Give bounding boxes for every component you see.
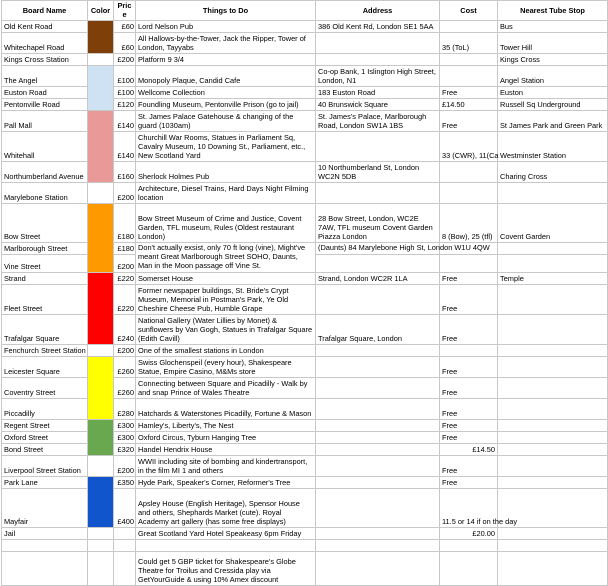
cost-cell[interactable]: 8 (Bow), 25 (tfl) [440, 203, 498, 242]
color-swatch-light-blue[interactable] [88, 65, 114, 110]
board-name-cell[interactable]: Trafalgar Square [2, 314, 88, 344]
cost-cell[interactable]: 35 (ToL) [440, 32, 498, 53]
board-name-cell[interactable]: Pentonville Road [2, 98, 88, 110]
things-cell[interactable]: National Gallery (Water Lillies by Monet) & sunflowers by Van Gogh, Statues in Trafalgar Square (Edith Cavill) [136, 314, 316, 344]
cost-cell[interactable] [440, 182, 498, 203]
tube-cell[interactable]: Charing Cross [498, 161, 608, 182]
table-row [2, 539, 608, 551]
color-swatch-dark-blue[interactable] [88, 476, 114, 527]
table-row [2, 272, 608, 284]
cost-cell[interactable]: £20.00 [440, 527, 498, 539]
cost-cell[interactable] [440, 539, 498, 551]
price-cell[interactable] [114, 539, 136, 551]
cost-cell[interactable]: Free [440, 314, 498, 344]
table-row [2, 455, 608, 476]
things-cell[interactable]: Don't actually exsist, only 70 ft long (vine), Might've meant Great Marlborough Street SOHO, Daunts, Man in the Moon passage off Vine St. [136, 242, 316, 272]
address-cell[interactable] [316, 377, 440, 398]
address-cell[interactable]: 28 Bow Street, London, WC2E 7AW, TFL museum Covent Garden Piazza London [316, 203, 440, 242]
cost-cell[interactable]: £14.50 [440, 98, 498, 110]
address-cell[interactable]: Trafalgar Square, London [316, 314, 440, 344]
header-things: Things to Do [136, 1, 316, 21]
tube-cell[interactable]: Bus [498, 20, 608, 32]
tube-cell[interactable] [498, 242, 608, 254]
price-cell[interactable]: £60 [114, 32, 136, 53]
address-cell[interactable]: (Daunts) 84 Marylebone High St, London W1U 4QW [316, 242, 440, 254]
cost-cell[interactable] [440, 551, 498, 585]
price-cell[interactable]: £140 [114, 131, 136, 161]
things-cell[interactable]: Hyde Park, Speaker's Corner, Reformer's Tree [136, 476, 316, 488]
cost-cell[interactable]: Free [440, 419, 498, 431]
price-cell[interactable]: £300 [114, 431, 136, 443]
board-name-cell[interactable]: Strand [2, 272, 88, 284]
price-cell[interactable]: £300 [114, 419, 136, 431]
cost-cell[interactable] [440, 161, 498, 182]
color-swatch-red[interactable] [88, 272, 114, 344]
price-cell[interactable]: £220 [114, 284, 136, 314]
cost-cell[interactable] [440, 20, 498, 32]
things-cell[interactable]: Former newspaper buildings, St. Bride's Crypt Museum, Memorial in Postman's Park, Ye Old Cheshire Cheese Pub, Humble Grape [136, 284, 316, 314]
things-cell[interactable]: Churchill War Rooms, Statues in Parliament Sq, Cavalry Museum, 10 Downing St., Parliament, etc., New Scotland Yard [136, 131, 316, 161]
price-cell[interactable]: £200 [114, 254, 136, 272]
table-row [2, 203, 608, 242]
header-row [2, 1, 608, 21]
address-cell[interactable] [316, 539, 440, 551]
address-cell[interactable] [316, 443, 440, 455]
tube-cell[interactable]: Kings Cross [498, 53, 608, 65]
price-cell[interactable]: £200 [114, 455, 136, 476]
things-cell[interactable]: WWII including site of bombing and kindertransport, in the film MI 1 and others [136, 455, 316, 476]
cost-cell[interactable]: 11.5 or 14 if on the day [440, 488, 498, 527]
table-row [2, 527, 608, 539]
board-name-cell[interactable]: Whitehall [2, 131, 88, 161]
table-row [2, 476, 608, 488]
color-swatch-yellow[interactable] [88, 356, 114, 419]
cost-cell[interactable]: Free [440, 284, 498, 314]
things-cell[interactable]: Swiss Glochenspeil (every hour), Shakespeare Statue, Empire Casino, M&Ms store [136, 356, 316, 377]
address-cell[interactable] [316, 254, 440, 272]
things-cell[interactable]: St. James Palace Gatehouse & changing of the guard (1030am) [136, 110, 316, 131]
color-swatch-orange[interactable] [88, 203, 114, 272]
price-cell[interactable]: £200 [114, 344, 136, 356]
address-cell[interactable] [316, 488, 440, 527]
color-cell-empty[interactable] [88, 344, 114, 356]
address-cell[interactable]: Co-op Bank, 1 Islington High Street, London, N1 [316, 65, 440, 86]
tube-cell[interactable] [498, 476, 608, 488]
things-cell[interactable]: Apsley House (English Heritage), Spensor House and others, Shephards Market (cute). Royal Academy art gallery (has some free displays) [136, 488, 316, 527]
color-cell-empty[interactable] [88, 551, 114, 585]
things-cell[interactable]: Hamley's, Liberty's, The Nest [136, 419, 316, 431]
tube-cell[interactable]: Temple [498, 272, 608, 284]
table-row [2, 419, 608, 431]
tube-cell[interactable] [498, 344, 608, 356]
address-cell[interactable]: 386 Old Kent Rd, London SE1 5AA [316, 20, 440, 32]
things-cell[interactable]: Could get 5 GBP ticket for Shakespeare's Globe Theatre for Troilus and Cressida play via GetYourGuide & using 10% Amex discount [136, 551, 316, 585]
board-name-cell[interactable]: Bond Street [2, 443, 88, 455]
tube-cell[interactable] [498, 539, 608, 551]
board-name-cell[interactable]: Mayfair [2, 488, 88, 527]
color-cell-empty[interactable] [88, 182, 114, 203]
price-cell[interactable] [114, 551, 136, 585]
color-swatch-brown[interactable] [88, 20, 114, 53]
cost-cell[interactable]: £14.50 [440, 443, 498, 455]
table-row [2, 20, 608, 32]
price-cell[interactable]: £140 [114, 110, 136, 131]
things-cell[interactable]: Platform 9 3/4 [136, 53, 316, 65]
things-cell[interactable]: Architecture, Diesel Trains, Hard Days Night Filming location [136, 182, 316, 203]
color-cell-empty[interactable] [88, 527, 114, 539]
address-cell[interactable]: 40 Brunswick Square [316, 98, 440, 110]
price-cell[interactable]: £200 [114, 53, 136, 65]
tube-cell[interactable]: St James Park and Green Park [498, 110, 608, 131]
things-cell[interactable]: Oxford Circus, Tyburn Hanging Tree [136, 431, 316, 443]
board-name-cell[interactable] [2, 539, 88, 551]
tube-cell[interactable] [498, 443, 608, 455]
price-cell[interactable]: £240 [114, 314, 136, 344]
tube-cell[interactable]: Russell Sq Underground [498, 98, 608, 110]
board-name-cell[interactable]: Pall Mall [2, 110, 88, 131]
cost-cell[interactable]: Free [440, 476, 498, 488]
tube-cell[interactable] [498, 377, 608, 398]
address-cell[interactable] [316, 344, 440, 356]
color-swatch-pink[interactable] [88, 110, 114, 182]
things-cell[interactable]: Somerset House [136, 272, 316, 284]
address-cell[interactable] [316, 32, 440, 53]
board-name-cell[interactable]: Liverpool Street Station [2, 455, 88, 476]
table-row [2, 356, 608, 377]
price-cell[interactable]: £60 [114, 20, 136, 32]
tube-cell[interactable] [498, 455, 608, 476]
cost-cell[interactable]: Free [440, 86, 498, 98]
tube-cell[interactable] [498, 284, 608, 314]
board-name-cell[interactable]: Euston Road [2, 86, 88, 98]
table-row [2, 110, 608, 131]
board-name-cell[interactable]: The Angel [2, 65, 88, 86]
table-row [2, 344, 608, 356]
tube-cell[interactable] [498, 419, 608, 431]
tube-cell[interactable] [498, 527, 608, 539]
price-cell[interactable]: £160 [114, 161, 136, 182]
color-swatch-green[interactable] [88, 419, 114, 455]
address-cell[interactable] [316, 182, 440, 203]
tube-cell[interactable] [498, 398, 608, 419]
price-cell[interactable]: £320 [114, 443, 136, 455]
address-cell[interactable] [316, 398, 440, 419]
header-address: Address [316, 1, 440, 21]
address-cell[interactable] [316, 455, 440, 476]
price-cell[interactable]: £400 [114, 488, 136, 527]
address-cell[interactable] [316, 356, 440, 377]
things-cell[interactable]: Great Scotland Yard Hotel Speakeasy 6pm Friday [136, 527, 316, 539]
board-name-cell[interactable]: Leicester Square [2, 356, 88, 377]
address-cell[interactable] [316, 419, 440, 431]
board-name-cell[interactable] [2, 551, 88, 585]
things-cell[interactable] [136, 539, 316, 551]
tube-cell[interactable] [498, 356, 608, 377]
cost-cell[interactable]: Free [440, 377, 498, 398]
cost-cell[interactable] [440, 53, 498, 65]
things-cell[interactable]: Sherlock Holmes Pub [136, 161, 316, 182]
address-cell[interactable] [316, 476, 440, 488]
things-cell[interactable]: Wellcome Collection [136, 86, 316, 98]
board-name-cell[interactable]: Jail [2, 527, 88, 539]
things-cell[interactable]: All Hallows-by-the-Tower, Jack the Ripper, Tower of London, Tayyabs [136, 32, 316, 53]
header-board-name: Board Name [2, 1, 88, 21]
header-color: Color [88, 1, 114, 21]
board-name-cell[interactable]: Fenchurch Street Station [2, 344, 88, 356]
tube-cell[interactable]: Covent Garden [498, 203, 608, 242]
board-name-cell[interactable]: Marlborough Street [2, 242, 88, 254]
price-cell[interactable]: £120 [114, 98, 136, 110]
cost-cell[interactable] [440, 344, 498, 356]
cost-cell[interactable]: Free [440, 110, 498, 131]
price-cell[interactable]: £280 [114, 398, 136, 419]
address-cell[interactable]: St. James's Palace, Marlborough Road, London SW1A 1BS [316, 110, 440, 131]
board-name-cell[interactable]: Bow Street [2, 203, 88, 242]
header-tube: Nearest Tube Stop [498, 1, 608, 21]
address-cell[interactable]: 10 Northumberland St, London WC2N 5DB [316, 161, 440, 182]
board-name-cell[interactable]: Park Lane [2, 476, 88, 488]
things-cell[interactable]: Monopoly Plaque, Candid Cafe [136, 65, 316, 86]
table-row [2, 182, 608, 203]
price-cell[interactable]: £220 [114, 272, 136, 284]
address-cell[interactable] [316, 551, 440, 585]
tube-cell[interactable]: Angel Station [498, 65, 608, 86]
color-cell-empty[interactable] [88, 53, 114, 65]
cost-cell[interactable]: Free [440, 398, 498, 419]
board-name-cell[interactable]: Marylebone Station [2, 182, 88, 203]
header-cost: Cost [440, 1, 498, 21]
color-cell-empty[interactable] [88, 455, 114, 476]
board-name-cell[interactable]: Vine Street [2, 254, 88, 272]
price-cell[interactable]: £260 [114, 356, 136, 377]
price-cell[interactable]: £200 [114, 182, 136, 203]
board-name-cell[interactable]: Piccadilly [2, 398, 88, 419]
table-row [2, 65, 608, 86]
board-name-cell[interactable]: Kings Cross Station [2, 53, 88, 65]
price-cell[interactable]: £350 [114, 476, 136, 488]
things-cell[interactable]: Handel Hendrix House [136, 443, 316, 455]
tube-cell[interactable] [498, 254, 608, 272]
tube-cell[interactable]: Westminster Station [498, 131, 608, 161]
table-row [2, 53, 608, 65]
board-name-cell[interactable]: Regent Street [2, 419, 88, 431]
board-name-cell[interactable]: Whitechapel Road [2, 32, 88, 53]
price-cell[interactable]: £180 [114, 203, 136, 242]
cost-cell[interactable]: 33 (CWR), 11(Ca [440, 131, 498, 161]
board-name-cell[interactable]: Oxford Street [2, 431, 88, 443]
cost-cell[interactable]: Free [440, 431, 498, 443]
address-cell[interactable] [316, 431, 440, 443]
table-row [2, 551, 608, 585]
price-cell[interactable]: £100 [114, 65, 136, 86]
cost-cell[interactable]: Free [440, 455, 498, 476]
things-cell[interactable]: Lord Nelson Pub [136, 20, 316, 32]
tube-cell[interactable] [498, 551, 608, 585]
price-cell[interactable]: £180 [114, 242, 136, 254]
tube-cell[interactable] [498, 314, 608, 344]
address-cell[interactable] [316, 527, 440, 539]
address-cell[interactable] [316, 53, 440, 65]
price-cell[interactable] [114, 527, 136, 539]
cost-cell[interactable]: Free [440, 356, 498, 377]
price-cell[interactable]: £100 [114, 86, 136, 98]
things-cell[interactable]: Connecting between Square and Picadilly - Walk by and snap Prince of Wales Theatre [136, 377, 316, 398]
tube-cell[interactable]: Tower Hill [498, 32, 608, 53]
tube-cell[interactable] [498, 182, 608, 203]
things-cell[interactable]: Bow Street Museum of Crime and Justice, Covent Garden, TFL museum, Rules (Oldest restaurant London) [136, 203, 316, 242]
color-cell-empty[interactable] [88, 539, 114, 551]
board-name-cell[interactable]: Fleet Street [2, 284, 88, 314]
things-cell[interactable]: Foundling Museum, Pentonville Prison (go to jail) [136, 98, 316, 110]
address-cell[interactable]: 183 Euston Road [316, 86, 440, 98]
tube-cell[interactable] [498, 431, 608, 443]
address-cell[interactable] [316, 284, 440, 314]
attractions-table [1, 0, 608, 586]
tube-cell[interactable]: Euston [498, 86, 608, 98]
board-name-cell[interactable]: Northumberland Avenue [2, 161, 88, 182]
cost-cell[interactable]: Free [440, 272, 498, 284]
price-cell[interactable]: £260 [114, 377, 136, 398]
header-price: Price [114, 1, 136, 21]
address-cell[interactable]: Strand, London WC2R 1LA [316, 272, 440, 284]
cost-cell[interactable] [440, 254, 498, 272]
cost-cell[interactable] [440, 65, 498, 86]
board-name-cell[interactable]: Old Kent Road [2, 20, 88, 32]
things-cell[interactable]: Hatchards & Waterstones Picadilly, Fortune & Mason [136, 398, 316, 419]
things-cell[interactable]: One of the smallest stations in London [136, 344, 316, 356]
board-name-cell[interactable]: Coventry Street [2, 377, 88, 398]
address-cell[interactable] [316, 131, 440, 161]
